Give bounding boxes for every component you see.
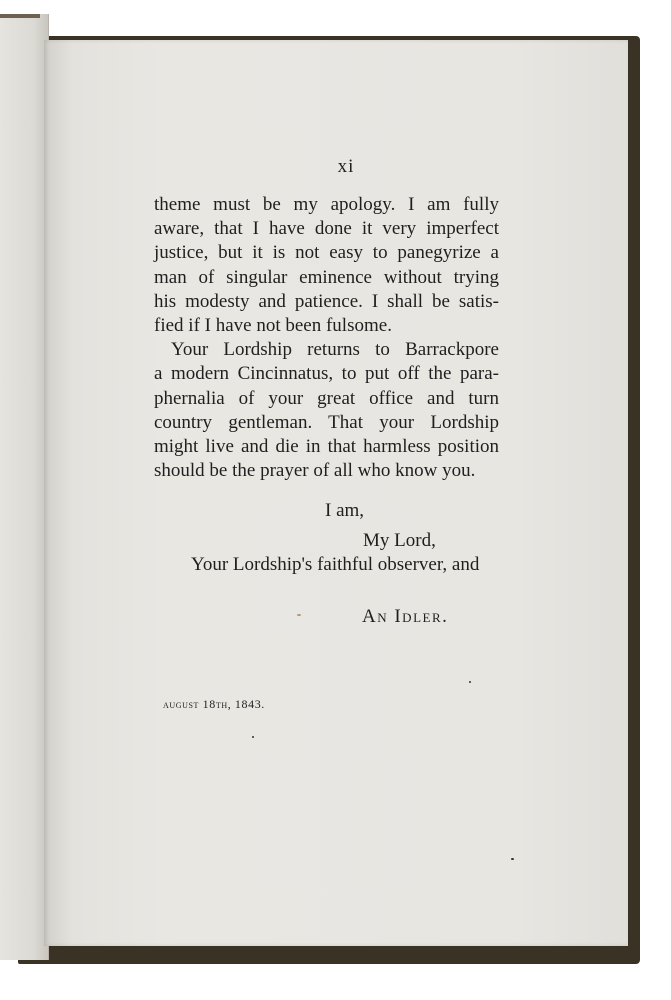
closing-i-am: I am, [325,500,365,521]
text-line: man of singular eminence without trying [154,266,499,288]
body-text [154,193,499,483]
paper-speck [511,858,514,860]
text-line: his modesty and patience. I shall be satis- [154,290,499,312]
right-page [44,40,628,946]
date-line [163,697,265,712]
text-line: might live and die in that harmless position [154,436,499,458]
text-line: aware, that I have done it very imperfect [154,218,499,240]
paper-speck [469,681,471,683]
closing-observer: Your Lordship's faithful observer, and [191,554,480,575]
text-line: country gentleman. That your Lordship [154,411,499,433]
closing-my-lord: My Lord, [363,530,436,551]
page-number: xi [337,156,355,177]
signature: An Idler. [362,606,449,627]
left-page [0,14,49,960]
text-line: fied if I have not been fulsome. [154,315,392,337]
paper-speck [297,614,301,616]
paper-speck [252,736,254,738]
text-line: a modern Cincinnatus, to put off the para- [154,363,499,385]
date-text: august 18th, 1843. [163,697,265,711]
text-line: justice, but it is not easy to panegyrize a [154,242,499,264]
text-line: should be the prayer of all who know you. [154,460,476,482]
text-line: Your Lordship returns to Barrackpore [171,339,499,361]
left-page-edge [0,14,40,18]
text-line: phernalia of your great office and turn [154,387,499,409]
text-line: theme must be my apology. I am fully [154,194,499,215]
